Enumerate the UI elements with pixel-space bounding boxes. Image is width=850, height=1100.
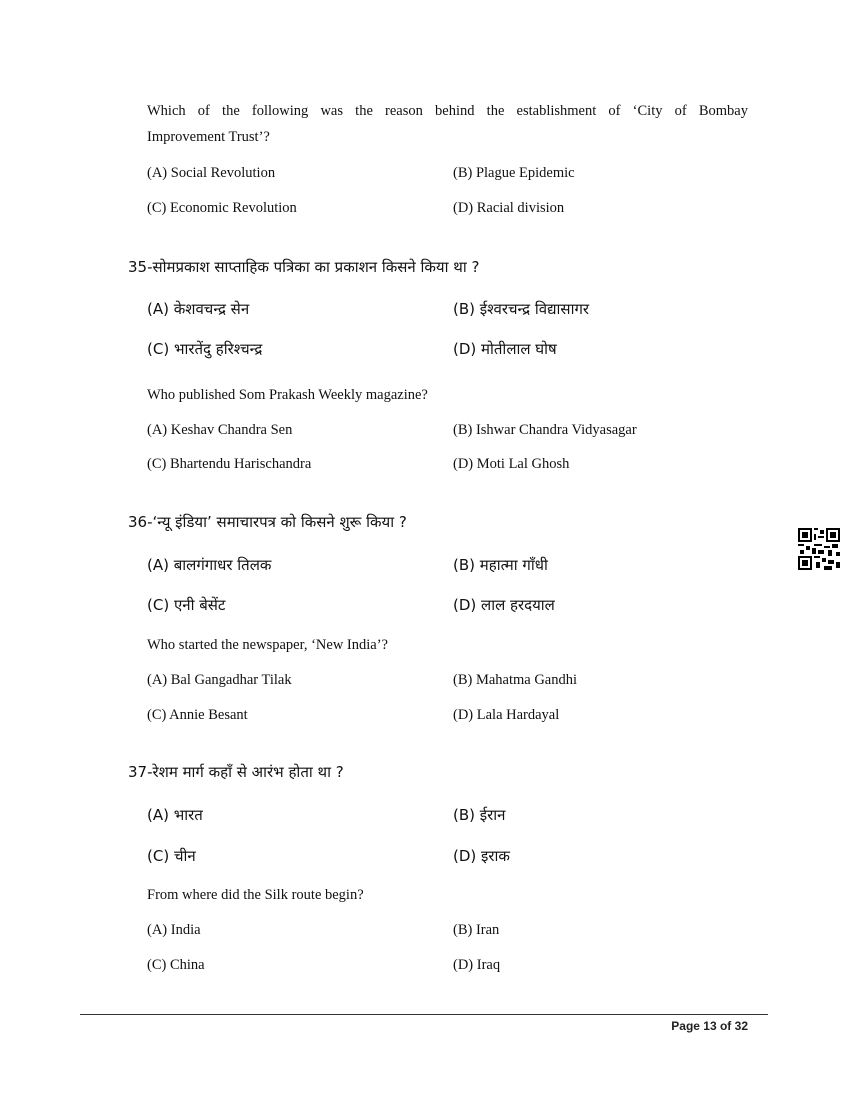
q36-hi-option-c: (C) एनी बेसेंट [147,596,226,614]
q35-hi-option-d: (D) मोतीलाल घोष [453,340,557,358]
q37-hi-option-b: (B) ईरान [453,806,506,824]
q36-option-b: (B) Mahatma Gandhi [453,672,578,688]
q36-option-c: (C) Annie Besant [147,707,248,723]
q37-hi-option-d: (D) इराक [453,847,510,865]
q36-option-d: (D) Lala Hardayal [453,707,560,723]
page-number: Page 13 of 32 [671,1019,748,1033]
q35-hi-option-b: (B) ईश्वरचन्द्र विद्यासागर [453,300,590,318]
question-37-english: From where did the Silk route begin? [147,887,364,903]
qr-code-icon [798,528,840,570]
q36-hi-option-b: (B) महात्मा गाँधी [453,556,548,574]
q37-hi-option-a: (A) भारत [147,806,203,824]
q35-option-b: (B) Ishwar Chandra Vidyasagar [453,422,637,438]
q35-option-a: (A) Keshav Chandra Sen [147,422,293,438]
q37-hi-option-c: (C) चीन [147,847,196,865]
question-35-hindi: 35-सोमप्रकाश साप्ताहिक पत्रिका का प्रकाशन किसने किया था ? [128,258,480,276]
q36-hi-option-d: (D) लाल हरदयाल [453,596,555,614]
question-37-hindi: 37-रेशम मार्ग कहाँ से आरंभ होता था ? [128,763,344,781]
question-34-text-line1: Which of the following was the reason behind the establishment of ‘City of Bombay [147,103,748,119]
question-36-english: Who started the newspaper, ‘New India’? [147,637,388,653]
q37-option-c: (C) China [147,957,205,973]
q35-option-d: (D) Moti Lal Ghosh [453,456,570,472]
q34-option-b: (B) Plague Epidemic [453,165,575,181]
q37-option-a: (A) India [147,922,201,938]
q34-option-d: (D) Racial division [453,200,565,216]
q34-option-a: (A) Social Revolution [147,165,276,181]
q37-option-b: (B) Iran [453,922,500,938]
q35-hi-option-a: (A) केशवचन्द्र सेन [147,300,250,318]
question-35-english: Who published Som Prakash Weekly magazine? [147,387,428,403]
footer-divider [80,1014,768,1015]
q36-option-a: (A) Bal Gangadhar Tilak [147,672,292,688]
question-34-text-line2: Improvement Trust’? [147,129,270,145]
q35-option-c: (C) Bhartendu Harischandra [147,456,312,472]
q35-hi-option-c: (C) भारतेंदु हरिश्चन्द्र [147,340,263,358]
q36-hi-option-a: (A) बालगंगाधर तिलक [147,556,272,574]
q37-option-d: (D) Iraq [453,957,501,973]
q34-option-c: (C) Economic Revolution [147,200,297,216]
question-36-hindi: 36-‘न्यू इंडिया’ समाचारपत्र को किसने शुरू किया ? [128,513,407,531]
